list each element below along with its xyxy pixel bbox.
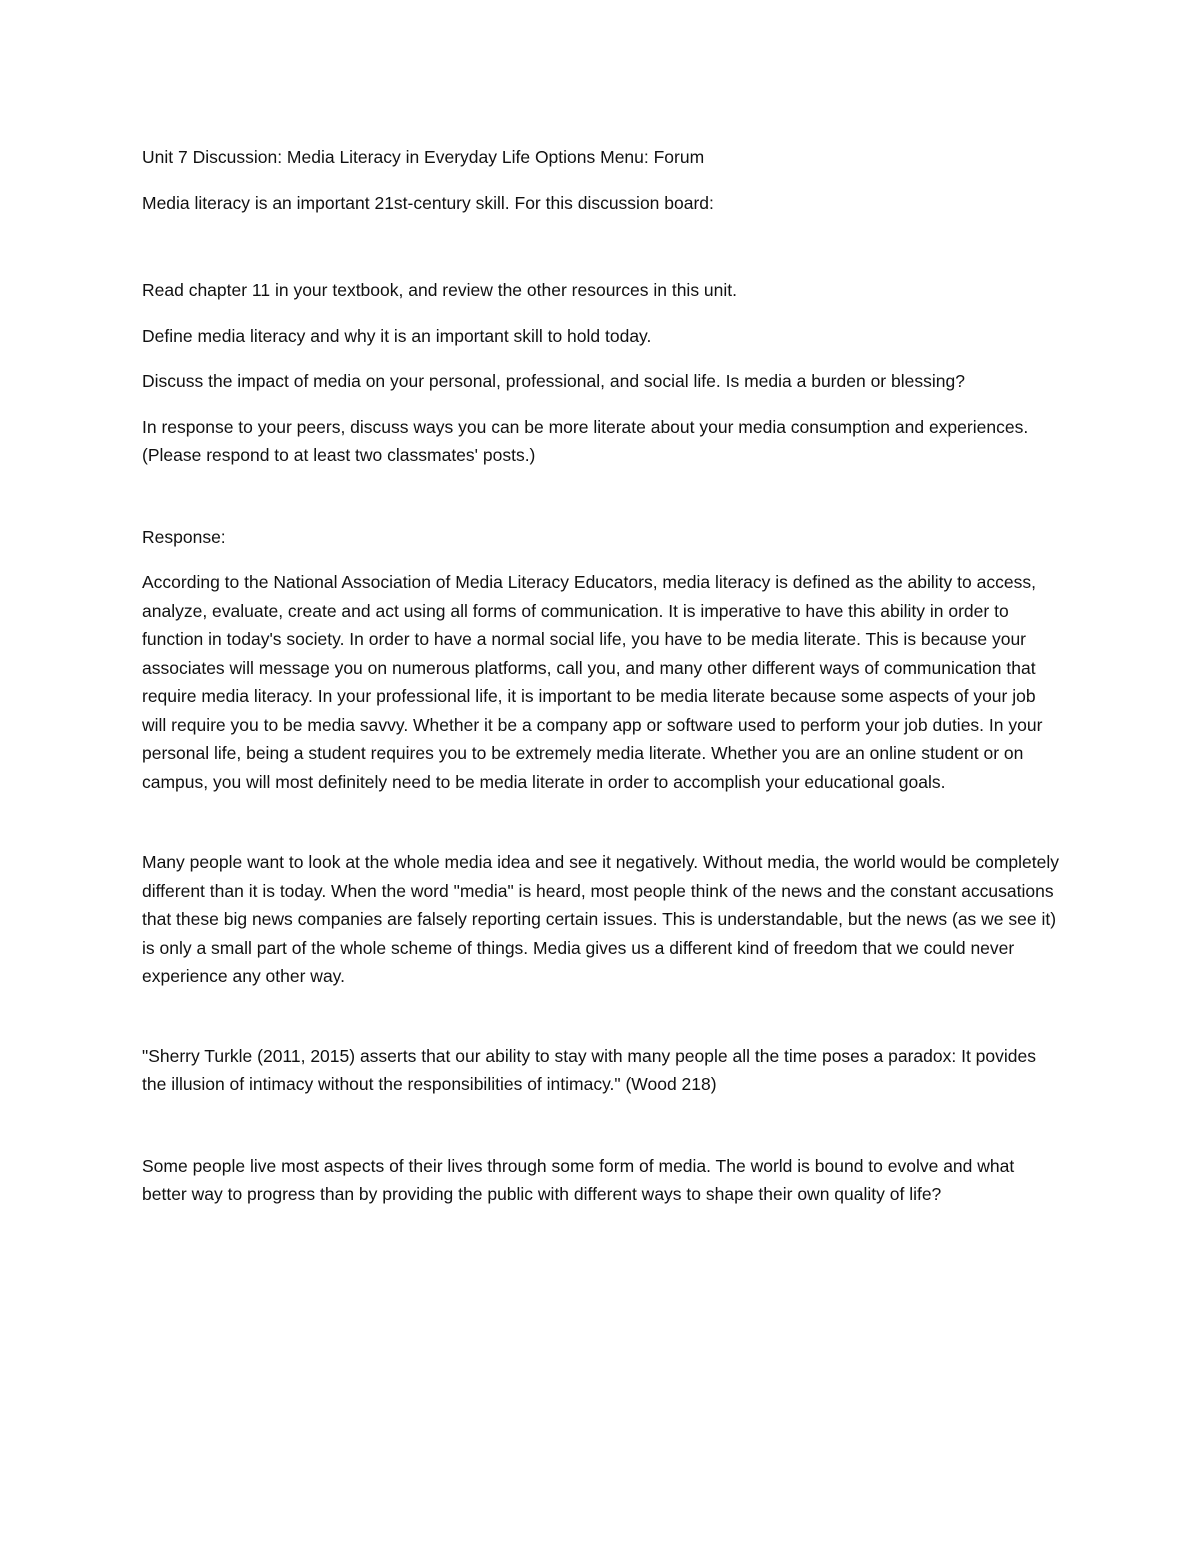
intro-text: Media literacy is an important 21st-century skill. For this discussion board: (142, 192, 714, 213)
instruction-step-4: In response to your peers, discuss ways you can be more literate about your media consumption and experiences. (Please respond to at least two classmates' posts.) (142, 416, 1029, 465)
instruction-step-3: Discuss the impact of media on your personal, professional, and social life. Is media a burden or blessing? (142, 371, 965, 391)
document-title: Unit 7 Discussion: Media Literacy in Everyday Life Options Menu: Forum (142, 147, 705, 167)
response-paragraph-4: Some people live most aspects of their lives through some form of media. The world is bound to evolve and what better way to progress than by providing the public with different ways to shape their own quality of life? (142, 1155, 1015, 1204)
document-page (142, 143, 1062, 1209)
response-paragraph-1: According to the National Association of Media Literacy Educators, media literacy is defined as the ability to access, analyze, evaluate, create and act using all forms of communication. It is imperative to have this ability in order to function in today's society. In order to have a normal social life, you have to be media literate. This is because your associates will message you on numerous platforms, call you, and many other different ways of communication that require media literacy. In your professional life, it is important to be media literate because some aspects of your job will require you to be media savvy. Whether it be a company app or software used to perform your job duties. In your personal life, being a student requires you to be extremely media literate. Whether you are an online student or on campus, you will most definitely need to be media literate in order to accomplish your educational goals. (142, 572, 1043, 792)
instruction-step-1: Read chapter 11 in your textbook, and review the other resources in this unit. (142, 280, 738, 300)
response-paragraph-2: Many people want to look at the whole media idea and see it negatively. Without media, the world would be completely different than it is today. When the word "media" is heard, most people think of the news and the constant accusations that these big news companies are falsely reporting certain issues. This is understandable, but the news (as we see it) is only a small part of the whole scheme of things. Media gives us a different kind of freedom that we could never experience any other way. (142, 852, 1060, 986)
instruction-step-2: Define media literacy and why it is an important skill to hold today. (142, 325, 652, 346)
response-quote: "Sherry Turkle (2011, 2015) asserts that our ability to stay with many people all the time poses a paradox: It povides the illusion of intimacy without the responsibilities of intimacy." (Wood 218) (142, 1045, 1036, 1094)
response-label: Response: (142, 526, 226, 547)
